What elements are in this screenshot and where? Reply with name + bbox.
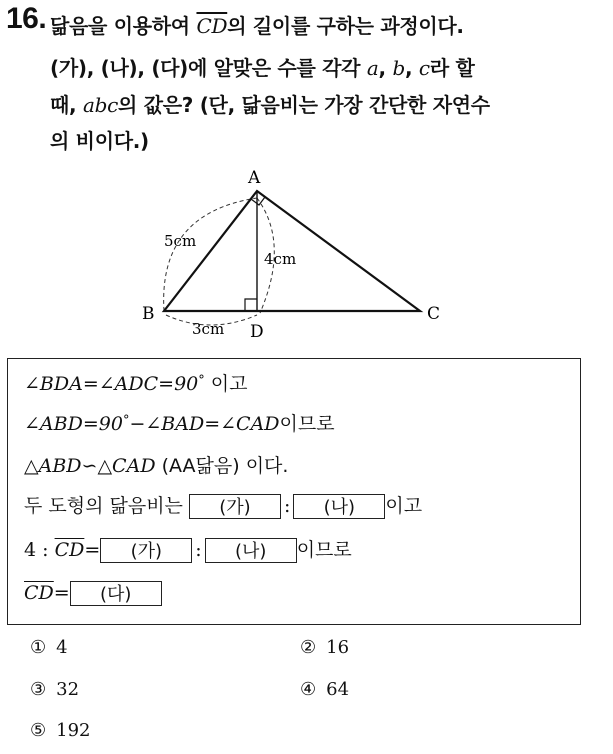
colon: : bbox=[283, 495, 291, 517]
choice-2[interactable] bbox=[300, 637, 349, 658]
choice-value: 4 bbox=[56, 637, 68, 658]
choice-1[interactable] bbox=[30, 637, 68, 658]
degree-symbol: ° bbox=[122, 413, 130, 428]
blank-ga: (가) bbox=[189, 494, 281, 519]
choice-value: 64 bbox=[326, 679, 350, 700]
proof-math: ∠BDA=∠ADC=90 bbox=[24, 373, 199, 395]
segment-cd: $\overline{CD}$ bbox=[24, 582, 54, 604]
blank-da: (다) bbox=[70, 581, 162, 606]
degree-symbol: ° bbox=[198, 373, 205, 388]
question-number: 16. bbox=[6, 2, 47, 35]
proof-box bbox=[7, 358, 581, 625]
proof-line-4 bbox=[24, 491, 422, 519]
proof-line-6 bbox=[24, 581, 162, 606]
label-ab-length: 5cm bbox=[164, 232, 197, 250]
question-line-2: (가), (나), (다)에 알맞은 수를 각각 a, b, c라 할 bbox=[50, 56, 475, 80]
var-c: c bbox=[418, 56, 430, 80]
label-bd-length: 3cm bbox=[192, 320, 225, 338]
choice-5[interactable] bbox=[30, 720, 91, 741]
label-c: C bbox=[427, 304, 441, 324]
proof-math: △ABD∽△CAD bbox=[24, 455, 156, 477]
proof-line-1 bbox=[24, 369, 248, 396]
choice-value: 192 bbox=[56, 720, 91, 741]
blank-ga: (가) bbox=[100, 538, 192, 563]
choice-3[interactable] bbox=[30, 679, 79, 700]
choice-value: 16 bbox=[326, 637, 350, 658]
equals: = bbox=[84, 539, 101, 561]
question-line-3 bbox=[50, 89, 490, 118]
var-abc: abc bbox=[82, 93, 119, 117]
proof-line-5 bbox=[24, 535, 352, 563]
question-text: 라 할 bbox=[429, 56, 475, 80]
var-a: a bbox=[366, 56, 379, 80]
choice-mark: ① bbox=[30, 637, 47, 658]
proof-text: 이고 bbox=[385, 495, 423, 517]
segment-cd: $\overline{CD}$ bbox=[54, 539, 85, 561]
equals: = bbox=[53, 582, 70, 604]
right-angle-d bbox=[245, 299, 257, 311]
proof-line-2 bbox=[24, 409, 335, 436]
choice-mark: ③ bbox=[30, 679, 47, 700]
proof-text: 4 : bbox=[24, 539, 55, 561]
question-text: 의 길이를 구하는 과정이다. bbox=[227, 14, 464, 38]
choice-mark: ⑤ bbox=[30, 720, 47, 741]
var-b: b bbox=[392, 56, 405, 80]
triangle-figure bbox=[130, 163, 460, 343]
choice-4[interactable] bbox=[300, 679, 349, 700]
question-text: 닮음을 이용하여 bbox=[50, 14, 197, 38]
proof-text: 이고 bbox=[204, 373, 248, 395]
segment-cd: $\overline{CD}$ bbox=[196, 14, 228, 38]
choice-mark: ④ bbox=[300, 679, 317, 700]
proof-text: 두 도형의 닮음비는 bbox=[24, 495, 189, 517]
colon: : bbox=[195, 539, 202, 561]
question-text: 의 값은? (단, 닮음비는 가장 간단한 자연수 bbox=[118, 93, 490, 117]
choice-value: 32 bbox=[56, 679, 80, 700]
proof-text: (AA닮음) 이다. bbox=[161, 455, 289, 477]
label-d: D bbox=[250, 322, 264, 342]
blank-na: (나) bbox=[293, 494, 385, 519]
proof-math: ∠ABD=90 bbox=[24, 413, 123, 435]
proof-math: −∠BAD=∠CAD bbox=[129, 413, 280, 435]
question-text: (가), (나), (다)에 알맞은 수를 각각 bbox=[50, 56, 367, 80]
label-b: B bbox=[142, 304, 155, 324]
proof-text: 이므로 bbox=[279, 413, 335, 435]
question-text: 때, bbox=[50, 93, 83, 117]
choice-mark: ② bbox=[300, 637, 317, 658]
question-line-4: 의 비이다.) bbox=[50, 129, 149, 153]
blank-na: (나) bbox=[205, 538, 297, 563]
proof-text: 이므로 bbox=[296, 539, 352, 561]
proof-line-3 bbox=[24, 451, 288, 478]
label-ad-length: 4cm bbox=[264, 250, 297, 268]
question-line-1 bbox=[50, 10, 464, 39]
right-angle-a bbox=[251, 197, 265, 205]
label-a: A bbox=[248, 168, 261, 188]
